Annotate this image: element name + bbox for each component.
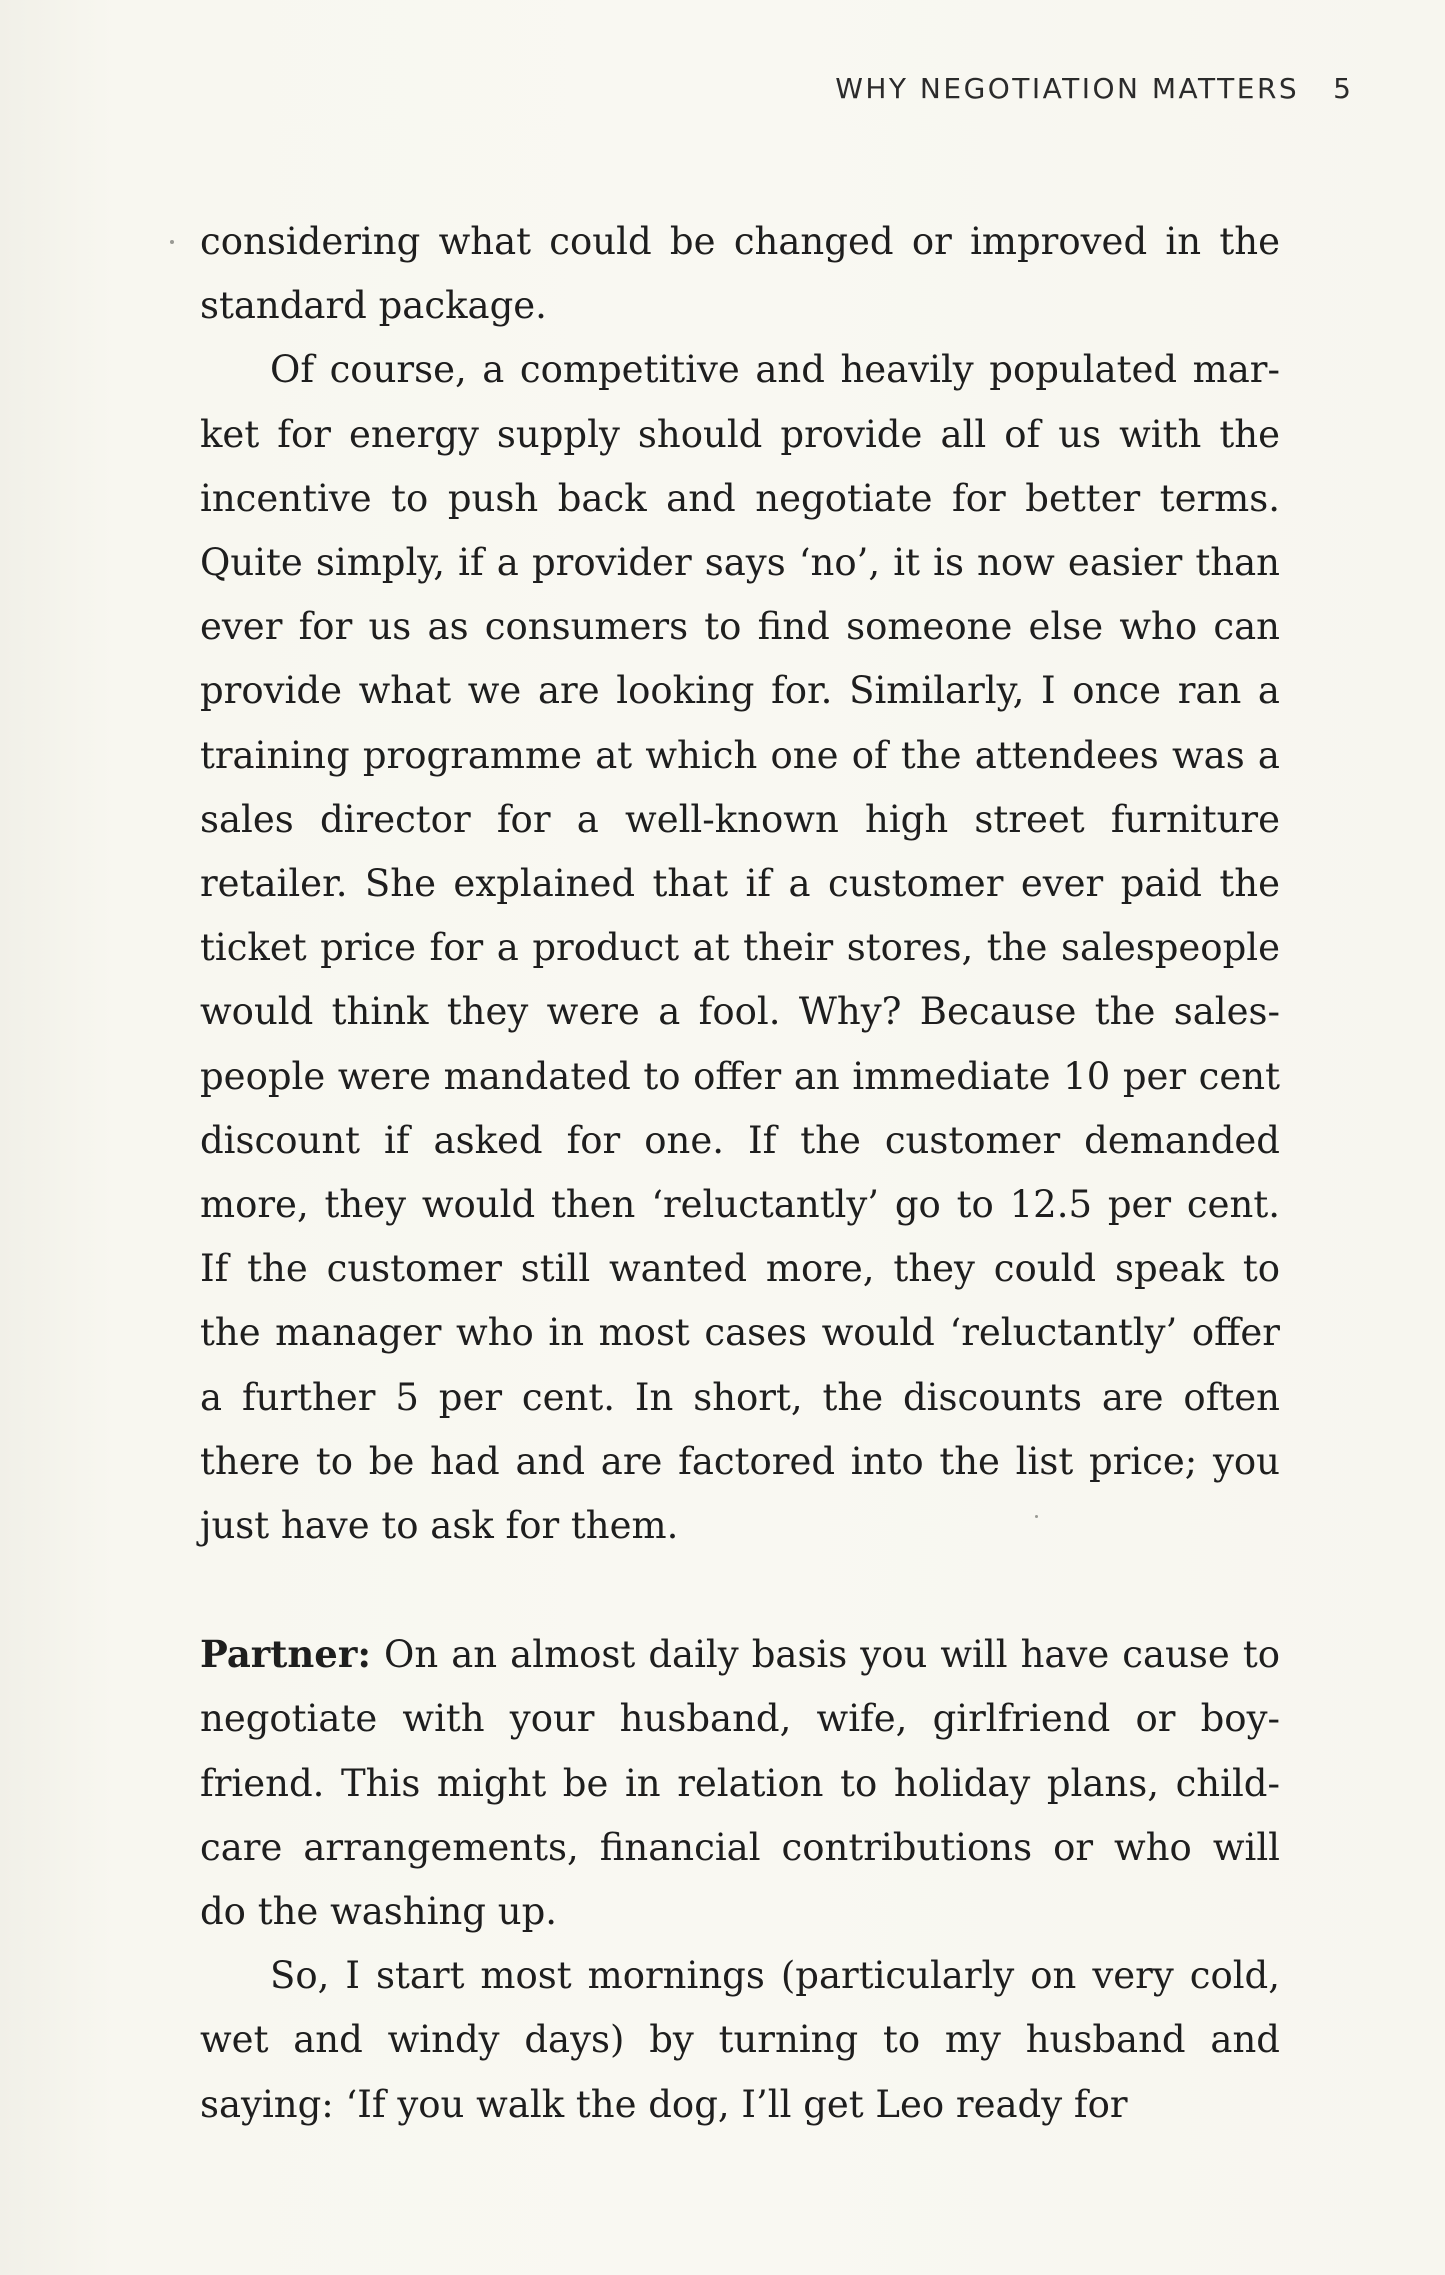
- paragraph-partner-text: On an almost daily basis you will have cause to negotiate with your husband, wife, girlfriend or boyfriend. This might be in relation to holiday plans, childcare arrangements, financial contributions or who will do the washing up.: [200, 1633, 1280, 1934]
- paragraph-mornings: So, I start most mornings (particularly on very cold, wet and windy days) by turning to my husband and saying: ‘If you walk the dog, I’ll get Leo ready for: [200, 1954, 1280, 2126]
- running-head: [835, 72, 1351, 105]
- body-text: [200, 210, 1280, 2137]
- scan-speck: [170, 240, 174, 244]
- paragraph-energy-market: Of course, a competitive and heavily populated market for energy supply should provide all of us with the incentive to push back and negotiate for better terms. Quite simply, if a provider says ‘no’, it is now easier than ever for us as consumers to find someone else who can provide what we are looking for. Similarly, I once ran a training programme at which one of the attendees was a sales director for a well-known high street furniture retailer. She explained that if a customer ever paid the ticket price for a product at their stores, the salespeople would think they were a fool. Why? Because the salespeople were mandated to offer an immediate 10 per cent discount if asked for one. If the customer demanded more, they would then ‘reluctantly’ go to 12.5 per cent. If the customer still wanted more, they could speak to the manager who in most cases would ‘reluctantly’ offer a further 5 per cent. In short, the discounts are often there to be had and are factored into the list price; you just have to ask for them.: [200, 348, 1280, 1548]
- scan-speck: [1035, 1515, 1038, 1518]
- run-in-heading: Partner:: [200, 1632, 371, 1677]
- paragraph-continued: considering what could be changed or improved in the standard package.: [200, 220, 1280, 328]
- page-number: 5: [1333, 72, 1351, 105]
- paragraph-partner: [200, 1622, 1280, 1944]
- running-title: WHY NEGOTIATION MATTERS: [835, 72, 1300, 105]
